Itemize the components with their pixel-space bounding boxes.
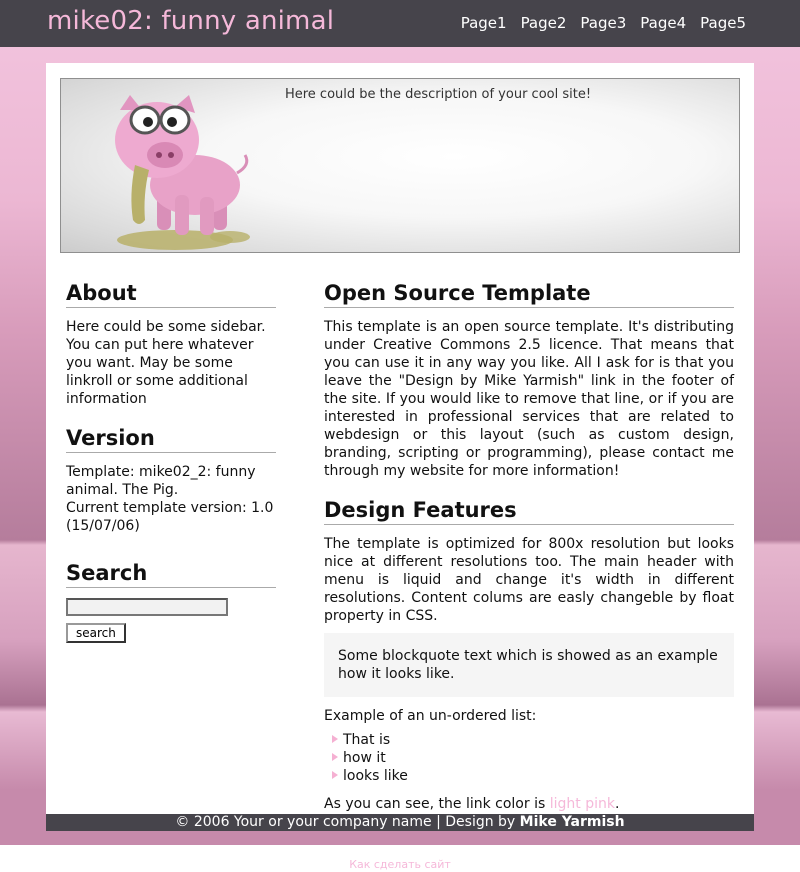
- list-item: [332, 731, 734, 749]
- search-heading: Search: [66, 561, 276, 588]
- example-list: [324, 731, 734, 785]
- open-source-heading: Open Source Template: [324, 281, 734, 308]
- open-source-text: This template is an open source template. It's distributing under Creative Commons 2.5 licence. That means that you can use it in any way you like. All I ask for is that you leave the "Design by Mike Yarmish" link in the footer of the site. If you would like to remove that line, or if you are interested in professional services that are related to webdesign or this layout (such as custom design, branding, scripting or programming), please contact me through my website for more information!: [324, 319, 734, 479]
- nav-page3[interactable]: Page3: [580, 14, 627, 32]
- list-item-text: That is: [343, 732, 391, 748]
- footer-copyright: © 2006 Your or your company name | Design by: [175, 814, 520, 830]
- nav-page5[interactable]: Page5: [700, 14, 746, 32]
- triangle-bullet-icon: [332, 735, 338, 743]
- top-header-bar: [0, 0, 800, 47]
- triangle-bullet-icon: [332, 771, 338, 779]
- main-content: [324, 281, 734, 813]
- list-item-text: looks like: [343, 768, 408, 784]
- search-button[interactable]: search: [66, 623, 126, 643]
- nav-page2[interactable]: Page2: [520, 14, 567, 32]
- list-item: [332, 749, 734, 767]
- list-intro: Example of an un-ordered list:: [324, 708, 537, 724]
- design-features-heading: Design Features: [324, 498, 734, 525]
- footer-designer-link[interactable]: Mike Yarmish: [519, 814, 625, 830]
- site-description: Here could be the description of your cool site!: [284, 87, 592, 102]
- nav-page4[interactable]: Page4: [640, 14, 687, 32]
- bottom-link[interactable]: Как сделать сайт: [349, 858, 451, 871]
- main-nav: [461, 14, 746, 32]
- site-title[interactable]: mike02: funny animal: [47, 6, 335, 36]
- link-sentence-suffix: .: [614, 796, 620, 812]
- footer: [46, 814, 754, 831]
- link-color-sentence: [324, 795, 734, 813]
- version-heading: Version: [66, 426, 276, 453]
- version-template-line: Template: mike02_2: funny animal. The Pig.: [66, 464, 256, 498]
- version-text: [66, 463, 276, 535]
- design-features-text: The template is optimized for 800x resolution but looks nice at different resolutions too. The main header with menu is liquid and change it's width in different resolutions. Content colums are easly changeble by float property in CSS.: [324, 536, 734, 624]
- link-sentence-prefix: As you can see, the link color is: [324, 796, 550, 812]
- content-wrapper: [46, 63, 754, 831]
- header-banner: [60, 78, 740, 253]
- sidebar: [66, 281, 276, 661]
- nav-page1[interactable]: Page1: [460, 14, 507, 32]
- about-heading: About: [66, 281, 276, 308]
- version-section: [66, 426, 276, 535]
- pig-illustration: [95, 85, 295, 253]
- version-number-line: Current template version: 1.0 (15/07/06): [66, 500, 274, 534]
- search-input[interactable]: [66, 598, 228, 616]
- triangle-bullet-icon: [332, 753, 338, 761]
- search-section: [66, 561, 276, 643]
- open-source-section: [324, 281, 734, 480]
- light-pink-link[interactable]: light pink: [549, 796, 615, 812]
- list-item-text: how it: [343, 750, 386, 766]
- about-section: [66, 281, 276, 408]
- design-features-section: [324, 498, 734, 813]
- list-item: [332, 767, 734, 785]
- about-text: Here could be some sidebar. You can put here whatever you want. May be some linkroll or some additional information: [66, 319, 266, 407]
- example-blockquote: Some blockquote text which is showed as an example how it looks like.: [324, 633, 734, 697]
